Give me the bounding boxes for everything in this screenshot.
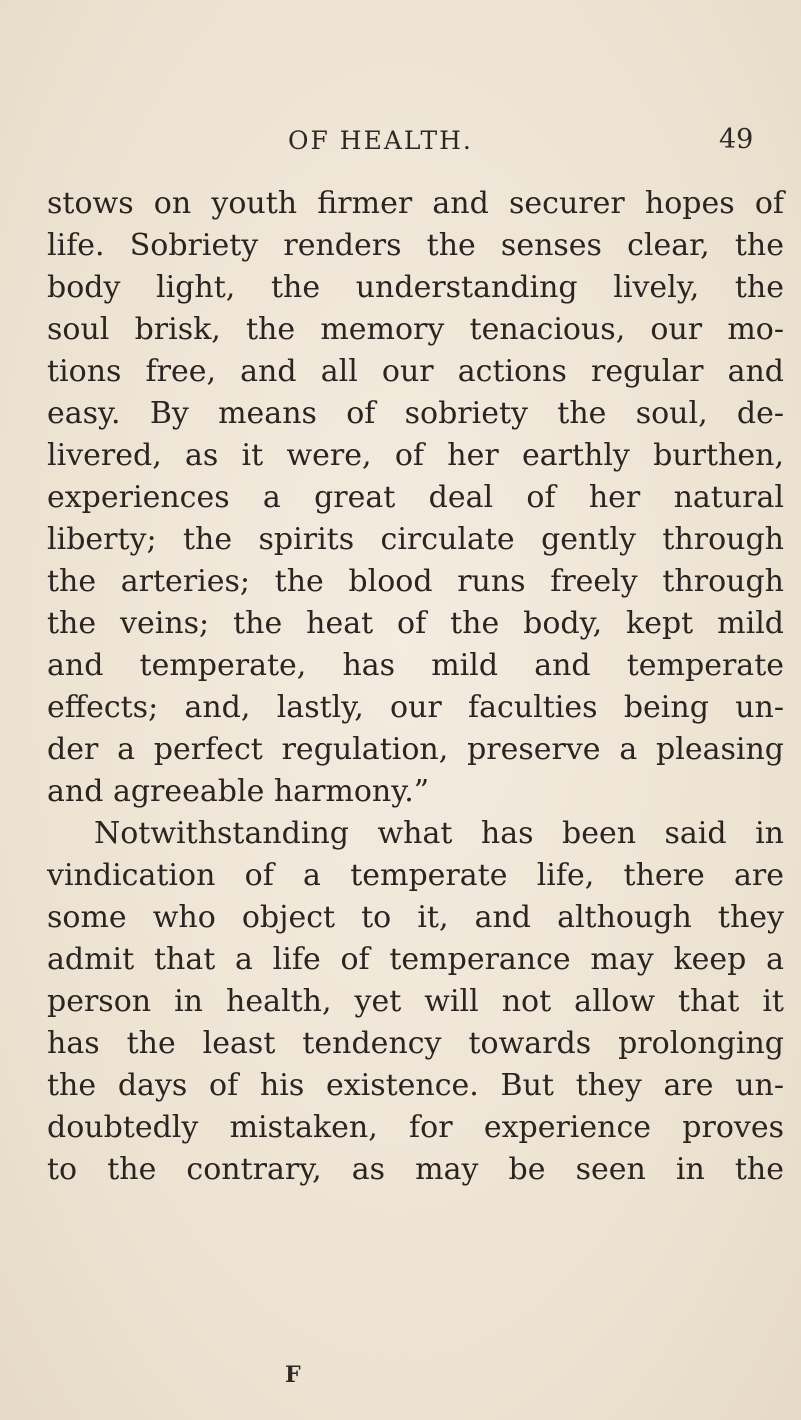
text-line: some who object to it, and although they (47, 900, 784, 935)
text-line: person in health, yet will not allow that it (47, 984, 784, 1019)
text-line: the days of his existence. But they are un- (47, 1068, 784, 1103)
page-number: 49 (719, 124, 754, 155)
text-line: the arteries; the blood runs freely through (47, 564, 784, 599)
text-line: effects; and, lastly, our faculties being un- (47, 690, 784, 725)
body-text (47, 183, 784, 1191)
text-line: experiences a great deal of her natural (47, 480, 784, 515)
text-line: tions free, and all our actions regular and (47, 354, 784, 389)
text-line: soul brisk, the memory tenacious, our mo- (47, 312, 784, 347)
text-line: stows on youth firmer and securer hopes of (47, 186, 784, 221)
page-header (0, 122, 801, 166)
paragraph-end-line: and agreeable harmony.” (47, 774, 430, 809)
text-line: has the least tendency towards prolonging (47, 1026, 784, 1061)
text-line: easy. By means of sobriety the soul, de- (47, 396, 784, 431)
running-head: OF HEALTH. (288, 126, 473, 155)
text-line: to the contrary, as may be seen in the (47, 1152, 784, 1187)
text-line: vindication of a temperate life, there are (47, 858, 784, 893)
text-line: the veins; the heat of the body, kept mild (47, 606, 784, 641)
text-line: admit that a life of temperance may keep a (47, 942, 784, 977)
text-line: body light, the understanding lively, the (47, 270, 784, 305)
signature-mark: F (285, 1362, 301, 1388)
text-line: liberty; the spirits circulate gently through (47, 522, 784, 557)
text-line: and temperate, has mild and temperate (47, 648, 784, 683)
paragraph-start-line: Notwithstanding what has been said in (94, 816, 784, 851)
text-line: livered, as it were, of her earthly burthen, (47, 438, 784, 473)
text-line: life. Sobriety renders the senses clear, the (47, 228, 784, 263)
text-line: doubtedly mistaken, for experience proves (47, 1110, 784, 1145)
text-line: der a perfect regulation, preserve a pleasing (47, 732, 784, 767)
